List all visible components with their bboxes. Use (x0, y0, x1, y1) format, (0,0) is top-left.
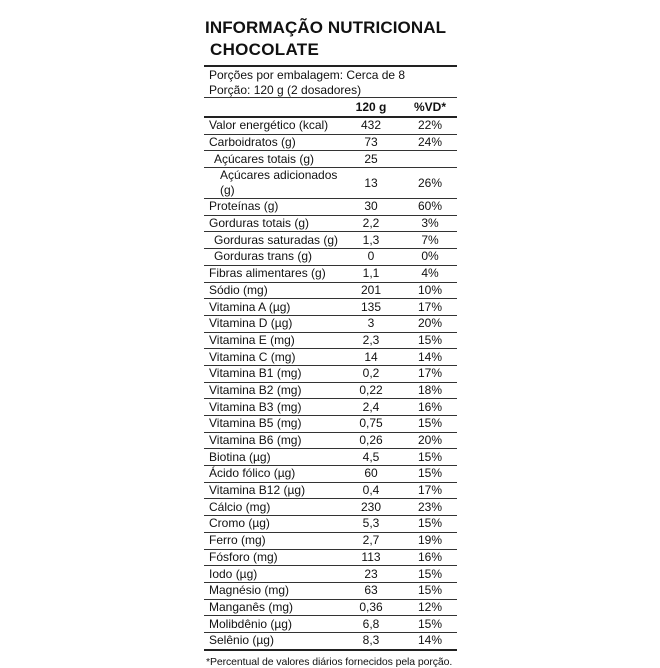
table-row (204, 482, 457, 499)
table-row (204, 432, 457, 449)
nutrient-dv: 15% (403, 332, 457, 349)
nutrient-amount: 30 (339, 199, 403, 216)
nutrition-label (204, 18, 457, 668)
nutrient-amount: 6,8 (339, 616, 403, 633)
nutrient-amount: 5,3 (339, 516, 403, 533)
nutrient-amount: 0,75 (339, 416, 403, 433)
label-title: INFORMAÇÃO NUTRICIONAL (205, 18, 447, 37)
table-row (204, 382, 457, 399)
nutrient-dv: 15% (403, 582, 457, 599)
nutrient-amount: 13 (339, 168, 403, 199)
nutrient-name: Carboidratos (g) (204, 134, 339, 151)
nutrient-amount: 0,2 (339, 365, 403, 382)
nutrient-dv: 14% (403, 349, 457, 366)
nutrient-name: Sódio (mg) (204, 282, 339, 299)
table-row (204, 549, 457, 566)
nutrient-name: Vitamina E (mg) (204, 332, 339, 349)
nutrient-dv: 0% (403, 249, 457, 266)
nutrient-amount: 23 (339, 566, 403, 583)
table-row (204, 151, 457, 168)
nutrient-name: Proteínas (g) (204, 199, 339, 216)
nutrient-name: Fósforo (mg) (204, 549, 339, 566)
nutrient-amount: 2,2 (339, 215, 403, 232)
nutrient-dv (403, 151, 457, 168)
table-row (204, 232, 457, 249)
nutrient-dv: 4% (403, 265, 457, 282)
nutrient-name: Açúcares totais (g) (204, 151, 339, 168)
table-row (204, 134, 457, 151)
label-subtitle: CHOCOLATE (210, 40, 320, 59)
nutrient-name: Valor energético (kcal) (204, 117, 339, 134)
nutrient-amount: 60 (339, 466, 403, 483)
nutrient-name: Manganês (mg) (204, 599, 339, 616)
serving-size: Porção: 120 g (2 dosadores) (209, 83, 362, 97)
nutrient-name: Cálcio (mg) (204, 499, 339, 516)
nutrient-dv: 24% (403, 134, 457, 151)
footnote: *Percentual de valores diários fornecidos pela porção. (206, 655, 453, 668)
nutrient-name: Biotina (µg) (204, 449, 339, 466)
table-row (204, 599, 457, 616)
servings-per-package: Porções por embalagem: Cerca de 8 (209, 68, 406, 82)
nutrient-dv: 15% (403, 449, 457, 466)
nutrition-table (204, 98, 457, 651)
nutrient-name: Selênio (µg) (204, 632, 339, 649)
table-row (204, 299, 457, 316)
nutrient-amount: 0,22 (339, 382, 403, 399)
nutrient-amount: 2,3 (339, 332, 403, 349)
table-row (204, 249, 457, 266)
nutrient-amount: 432 (339, 117, 403, 134)
nutrient-dv: 18% (403, 382, 457, 399)
table-row (204, 199, 457, 216)
table-row (204, 532, 457, 549)
nutrient-amount: 8,3 (339, 632, 403, 649)
nutrient-dv: 19% (403, 532, 457, 549)
nutrient-dv: 17% (403, 365, 457, 382)
nutrient-amount: 73 (339, 134, 403, 151)
nutrient-name: Magnésio (mg) (204, 582, 339, 599)
nutrient-dv: 20% (403, 432, 457, 449)
table-row (204, 265, 457, 282)
nutrient-name: Vitamina A (µg) (204, 299, 339, 316)
nutrient-name: Açúcares adicionados (g) (204, 168, 339, 199)
nutrient-dv: 7% (403, 232, 457, 249)
table-row (204, 365, 457, 382)
table-row (204, 582, 457, 599)
nutrient-amount: 25 (339, 151, 403, 168)
table-row (204, 466, 457, 483)
nutrient-name: Ferro (mg) (204, 532, 339, 549)
nutrient-name: Vitamina B6 (mg) (204, 432, 339, 449)
table-row (204, 516, 457, 533)
nutrient-name: Molibdênio (µg) (204, 616, 339, 633)
nutrient-dv: 3% (403, 215, 457, 232)
table-row (204, 416, 457, 433)
nutrient-name: Vitamina B1 (mg) (204, 365, 339, 382)
table-row (204, 399, 457, 416)
table-row (204, 616, 457, 633)
nutrient-dv: 15% (403, 616, 457, 633)
table-row (204, 168, 457, 199)
nutrient-dv: 20% (403, 315, 457, 332)
nutrient-dv: 15% (403, 516, 457, 533)
nutrient-name: Ácido fólico (µg) (204, 466, 339, 483)
nutrient-amount: 3 (339, 315, 403, 332)
nutrient-amount: 4,5 (339, 449, 403, 466)
header-name (204, 98, 339, 117)
table-row (204, 215, 457, 232)
nutrient-dv: 16% (403, 399, 457, 416)
nutrient-name: Vitamina B12 (µg) (204, 482, 339, 499)
nutrient-amount: 2,4 (339, 399, 403, 416)
nutrient-amount: 14 (339, 349, 403, 366)
nutrient-dv: 14% (403, 632, 457, 649)
nutrient-amount: 0,36 (339, 599, 403, 616)
nutrient-name: Vitamina B3 (mg) (204, 399, 339, 416)
nutrient-dv: 23% (403, 499, 457, 516)
header-dv: %VD* (403, 98, 457, 117)
nutrient-amount: 1,3 (339, 232, 403, 249)
nutrient-name: Gorduras saturadas (g) (204, 232, 339, 249)
nutrient-name: Gorduras trans (g) (204, 249, 339, 266)
nutrient-dv: 60% (403, 199, 457, 216)
nutrient-dv: 26% (403, 168, 457, 199)
nutrient-amount: 0,4 (339, 482, 403, 499)
nutrient-amount: 201 (339, 282, 403, 299)
table-row (204, 349, 457, 366)
nutrient-amount: 0,26 (339, 432, 403, 449)
nutrient-dv: 16% (403, 549, 457, 566)
nutrient-dv: 17% (403, 299, 457, 316)
table-row (204, 282, 457, 299)
nutrient-dv: 15% (403, 416, 457, 433)
nutrient-amount: 1,1 (339, 265, 403, 282)
nutrient-dv: 15% (403, 566, 457, 583)
table-row (204, 332, 457, 349)
table-row (204, 449, 457, 466)
table-row (204, 315, 457, 332)
nutrient-amount: 0 (339, 249, 403, 266)
table-header-row (204, 98, 457, 117)
nutrient-name: Fibras alimentares (g) (204, 265, 339, 282)
nutrient-name: Iodo (µg) (204, 566, 339, 583)
table-row (204, 499, 457, 516)
nutrient-name: Cromo (µg) (204, 516, 339, 533)
nutrient-dv: 22% (403, 117, 457, 134)
nutrient-dv: 12% (403, 599, 457, 616)
table-row (204, 117, 457, 134)
nutrient-dv: 10% (403, 282, 457, 299)
nutrient-amount: 2,7 (339, 532, 403, 549)
nutrient-name: Vitamina B2 (mg) (204, 382, 339, 399)
header-amount: 120 g (339, 98, 403, 117)
nutrient-name: Vitamina C (mg) (204, 349, 339, 366)
nutrient-name: Gorduras totais (g) (204, 215, 339, 232)
table-row (204, 632, 457, 649)
table-row (204, 566, 457, 583)
nutrient-amount: 63 (339, 582, 403, 599)
nutrient-name: Vitamina B5 (mg) (204, 416, 339, 433)
nutrient-amount: 230 (339, 499, 403, 516)
nutrient-name: Vitamina D (µg) (204, 315, 339, 332)
nutrient-dv: 15% (403, 466, 457, 483)
nutrient-amount: 113 (339, 549, 403, 566)
nutrient-dv: 17% (403, 482, 457, 499)
nutrient-amount: 135 (339, 299, 403, 316)
